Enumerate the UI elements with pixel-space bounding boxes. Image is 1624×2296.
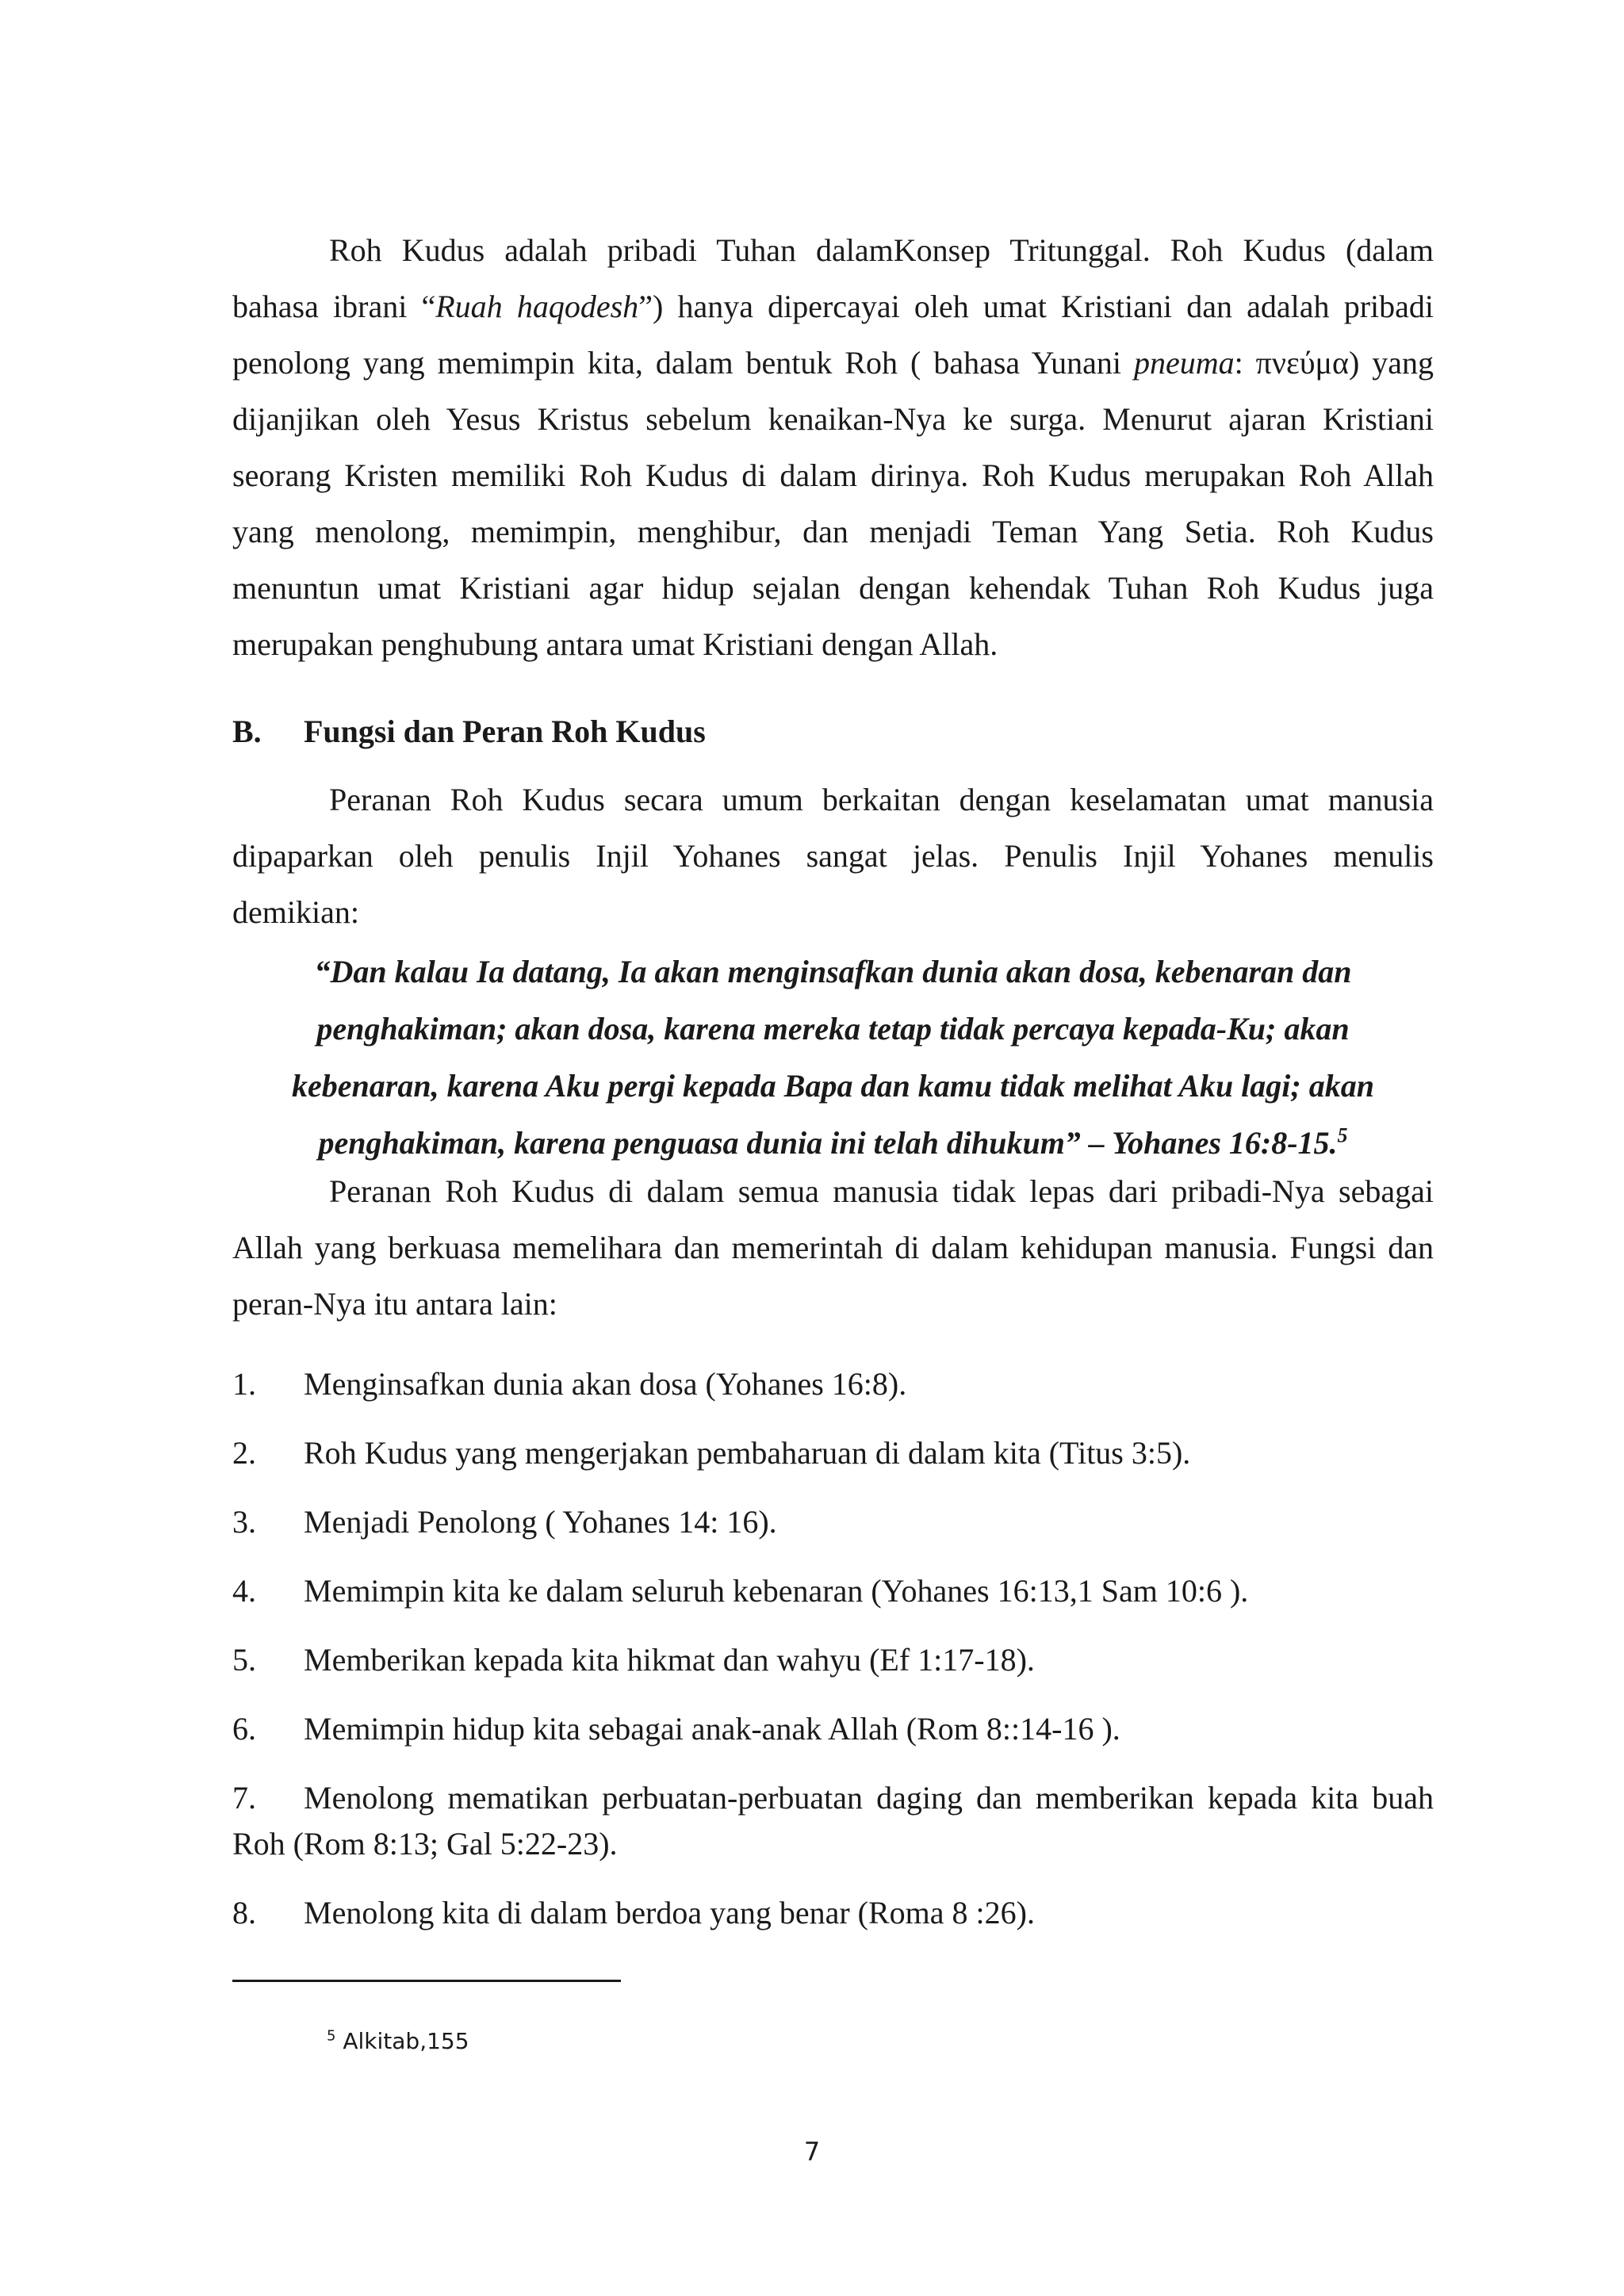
list-text: Menolong mematikan perbuatan-perbuatan daging dan memberikan kepada kita buah xyxy=(304,1780,1434,1816)
text-line: seorang Kristen memiliki Roh Kudus di dalam dirinya. Roh Kudus merupakan Roh Allah xyxy=(232,457,1434,493)
section-heading xyxy=(232,703,706,760)
footnote-marker: 5 xyxy=(327,2027,336,2045)
footnote-text: Alkitab,155 xyxy=(343,2028,469,2054)
text-line: menuntun umat Kristiani agar hidup sejalan dengan kehendak Tuhan Roh Kudus juga xyxy=(232,570,1434,606)
text-line xyxy=(232,278,1434,335)
text-line: dijanjikan oleh Yesus Kristus sebelum kenaikan-Nya ke surga. Menurut ajaran Kristiani xyxy=(232,401,1434,437)
list-line xyxy=(232,1775,1434,1821)
list-number: 5. xyxy=(232,1642,256,1678)
text-line: Allah yang berkuasa memelihara dan memerintah di dalam kehidupan manusia. Fungsi dan xyxy=(232,1230,1434,1265)
numbered-list xyxy=(232,1361,1434,1959)
italic-term: Ruah haqodesh xyxy=(435,289,639,324)
paragraph-roh-kudus-intro xyxy=(232,222,1434,672)
text-line: Peranan Roh Kudus di dalam semua manusia tidak lepas dari pribadi-Nya sebagai xyxy=(329,1173,1434,1209)
text-line: Roh Kudus adalah pribadi Tuhan dalamKonsep Tritunggal. Roh Kudus (dalam xyxy=(329,232,1434,268)
list-number: 7. xyxy=(232,1780,256,1816)
list-number: 3. xyxy=(232,1504,256,1540)
list-text: Roh Kudus yang mengerjakan pembaharuan di dalam kita (Titus 3:5). xyxy=(304,1435,1191,1471)
list-text-continued: Roh (Rom 8:13; Gal 5:22-23). xyxy=(232,1826,618,1862)
list-item xyxy=(232,1890,1434,1936)
quote-line: kebenaran, karena Aku pergi kepada Bapa dan kamu tidak melihat Aku lagi; akan xyxy=(292,1068,1374,1104)
text-line: dipaparkan oleh penulis Injil Yohanes sangat jelas. Penulis Injil Yohanes menulis xyxy=(232,838,1434,874)
text-fragment: : πνεύμα) yang xyxy=(1234,345,1434,381)
list-text: Menginsafkan dunia akan dosa (Yohanes 16:8). xyxy=(304,1366,907,1402)
text-fragment: ”) hanya dipercayai oleh umat Kristiani dan adalah pribadi xyxy=(638,289,1434,324)
scripture-quote xyxy=(232,943,1434,1172)
section-letter: B. xyxy=(232,714,262,749)
paragraph-peranan-intro xyxy=(232,771,1434,940)
list-item xyxy=(232,1706,1434,1752)
text-line: Peranan Roh Kudus secara umum berkaitan dengan keselamatan umat manusia xyxy=(329,782,1434,817)
text-line: merupakan penghubung antara umat Kristiani dengan Allah. xyxy=(232,626,998,662)
italic-term: pneuma xyxy=(1133,345,1235,381)
text-fragment: penolong yang memimpin kita, dalam bentuk Roh ( bahasa Yunani xyxy=(232,345,1134,381)
text-line: peran-Nya itu antara lain: xyxy=(232,1286,557,1322)
list-item xyxy=(232,1361,1434,1407)
section-title: Fungsi dan Peran Roh Kudus xyxy=(304,714,706,749)
list-text: Menolong kita di dalam berdoa yang benar (Roma 8 :26). xyxy=(304,1895,1035,1931)
list-text: Memberikan kepada kita hikmat dan wahyu (Ef 1:17-18). xyxy=(304,1642,1035,1678)
quote-line: penghakiman; akan dosa, karena mereka tetap tidak percaya kepada-Ku; akan xyxy=(316,1011,1350,1047)
list-text: Memimpin kita ke dalam seluruh kebenaran (Yohanes 16:13,1 Sam 10:6 ). xyxy=(304,1573,1249,1609)
list-number: 8. xyxy=(232,1895,256,1931)
list-text: Memimpin hidup kita sebagai anak-anak Allah (Rom 8::14-16 ). xyxy=(304,1711,1120,1747)
list-number: 2. xyxy=(232,1435,256,1471)
text-line xyxy=(232,335,1434,391)
quote-text: penghakiman, karena penguasa dunia ini telah dihukum” – Yohanes 16:8-15. xyxy=(318,1125,1338,1161)
list-item xyxy=(232,1499,1434,1545)
text-fragment: bahasa ibrani “ xyxy=(232,289,436,324)
footnote-reference[interactable]: 5 xyxy=(1337,1123,1348,1147)
list-number: 1. xyxy=(232,1366,256,1402)
text-line: yang menolong, memimpin, menghibur, dan menjadi Teman Yang Setia. Roh Kudus xyxy=(232,514,1434,549)
list-number: 6. xyxy=(232,1711,256,1747)
footnote-separator xyxy=(232,1980,621,1982)
footnote xyxy=(327,2026,469,2057)
list-item xyxy=(232,1568,1434,1614)
page-number: 7 xyxy=(803,2137,821,2167)
list-item xyxy=(232,1775,1434,1867)
text-line: demikian: xyxy=(232,894,359,930)
quote-line: “Dan kalau Ia datang, Ia akan menginsafkan dunia akan dosa, kebenaran dan xyxy=(314,954,1352,989)
paragraph-fungsi-intro xyxy=(232,1163,1434,1332)
list-item xyxy=(232,1637,1434,1683)
list-text: Menjadi Penolong ( Yohanes 14: 16). xyxy=(304,1504,777,1540)
list-item xyxy=(232,1430,1434,1476)
list-number: 4. xyxy=(232,1573,256,1609)
